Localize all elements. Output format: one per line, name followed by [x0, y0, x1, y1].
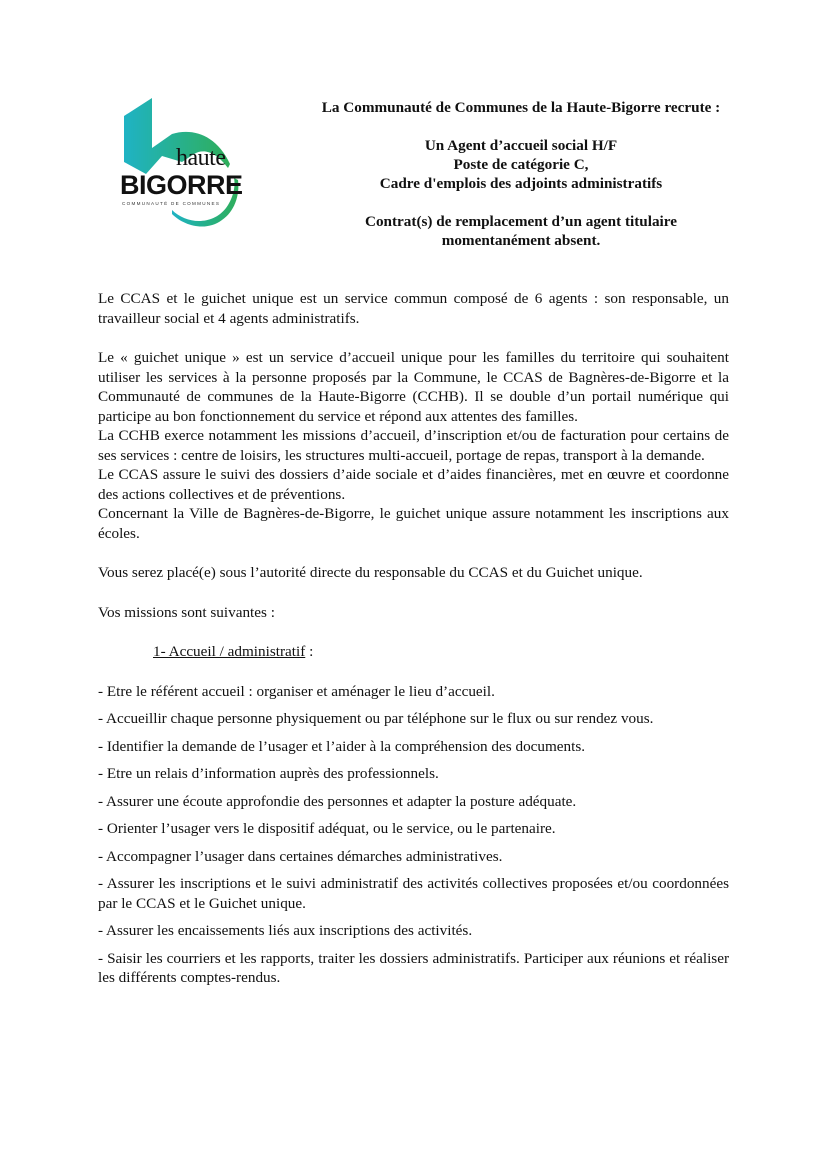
mission-item: - Accueillir chaque personne physiquement ou par téléphone sur le flux ou sur rendez vous. — [98, 710, 654, 727]
paragraph-missions-intro: Vos missions sont suivantes : — [98, 603, 275, 621]
logo-tagline: COMMUNAUTÉ DE COMMUNES — [122, 201, 221, 206]
haute-bigorre-logo — [112, 92, 244, 232]
missions-list — [98, 682, 729, 988]
job-title: Un Agent d’accueil social H/F — [424, 137, 618, 154]
mission-item: - Saisir les courriers et les rapports, traiter les dossiers administratifs. Participer aux réunions et réaliser les différents comptes-rendus. — [98, 949, 729, 986]
paragraph-ccas-missions: Le CCAS assure le suivi des dossiers d’aide sociale et d’aides financières, met en œuvre et coordonne des actions collectives et de préventions. — [98, 466, 729, 503]
job-category: Poste de catégorie C, — [453, 156, 589, 173]
mission-item: - Assurer les inscriptions et le suivi administratif des activités collectives proposées et/ou coordonnées par le CCAS et le Guichet unique. — [98, 875, 729, 912]
mission-item: - Assurer une écoute approfondie des personnes et adapter la posture adéquate. — [98, 792, 577, 810]
section-heading-suffix: : — [305, 643, 314, 660]
paragraph-service-composition: Le CCAS et le guichet unique est un service commun composé de 6 agents : son responsable, un travailleur social et 4 agents administratifs. — [98, 290, 729, 327]
mission-item: - Identifier la demande de l’usager et l’aider à la compréhension des documents. — [98, 737, 586, 755]
section-heading-accueil-administratif — [98, 642, 729, 662]
mission-item: - Etre un relais d’information auprès des professionnels. — [98, 765, 439, 782]
paragraph-ville-bagneres: Concernant la Ville de Bagnères-de-Bigorre, le guichet unique assure notamment les inscriptions aux écoles. — [98, 505, 729, 542]
section-heading-text: 1- Accueil / administratif — [153, 643, 306, 660]
logo-word-haute: haute — [176, 145, 226, 171]
job-offer-header — [296, 98, 746, 250]
job-cadre: Cadre d'emplois des adjoints administratifs — [379, 175, 663, 192]
mission-item: - Orienter l’usager vers le dispositif adéquat, ou le service, ou le partenaire. — [98, 820, 556, 837]
paragraph-guichet-unique: Le « guichet unique » est un service d’accueil unique pour les familles du territoire qui souhaitent utiliser les services à la personne proposés par la Commune, le CCAS de Bagnères-de-Bigorre et la Communauté de communes de la Haute-Bigorre (CCHB). Il se double d’un portail numérique qui participe au bon fonctionnement du service et répond aux attentes des familles. — [98, 349, 729, 425]
mission-item: - Etre le référent accueil : organiser et aménager le lieu d’accueil. — [98, 682, 495, 700]
recruiter-line: La Communauté de Communes de la Haute-Bigorre recrute : — [321, 99, 721, 116]
mission-item: - Accompagner l’usager dans certaines démarches administratives. — [98, 847, 503, 865]
logo-word-bigorre: BIGORRE — [120, 170, 243, 200]
contract-type-line1: Contrat(s) de remplacement d’un agent titulaire — [364, 213, 677, 230]
mission-item: - Assurer les encaissements liés aux inscriptions des activités. — [98, 922, 473, 939]
job-description-body — [98, 289, 729, 996]
contract-type-line2: momentanément absent. — [441, 232, 601, 249]
paragraph-cchb-missions: La CCHB exerce notamment les missions d’accueil, d’inscription et/ou de facturation pour certains de ses services : centre de loisirs, les structures multi-accueil, portage de repas, transport à la demande. — [98, 427, 729, 464]
paragraph-authority: Vous serez placé(e) sous l’autorité directe du responsable du CCAS et du Guichet unique. — [98, 564, 643, 581]
